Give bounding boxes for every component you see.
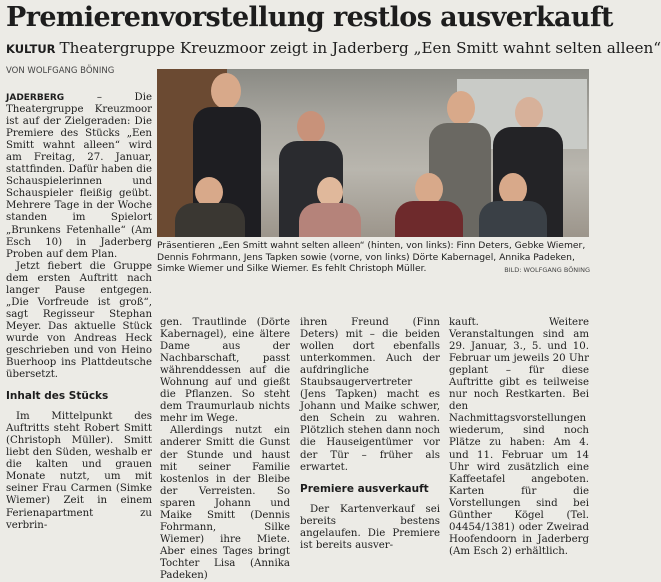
paragraph-intro: – Die Theatergruppe Kreuzmoor ist auf der Zielgeraden: Die Premiere des Stücks „Een Smitt wahnt alleen“ wird am Freitag, 27. Januar, stattfinden. Dafür haben die Schauspielerinnen und Schauspieler fleißig geübt. Mehrere Tage in der Woche standen im Spielort „Brunkens Fetenhalle“ (Am Esch 10) in Jaderberg Proben auf dem Plan.: [6, 92, 153, 260]
subheading-content: Inhalt des Stücks: [6, 390, 109, 403]
dateline: JADERBERG: [6, 93, 65, 103]
byline: VON WOLFGANG BÖNING: [6, 66, 115, 76]
photo-caption: Präsentieren „Een Smitt wahnt selten alleen“ (hinten, von links): Finn Deters, Gebke Wiemer, Dennis Fohrmann, Jens Tapken sowie (vorne, von links) Dörte Kabernagel, Annika Padeken, Simke Wiemer und Silke Wiemer. Es fehlt Christoph Müller.: [157, 240, 586, 275]
photo-person: [297, 177, 363, 237]
kicker-line: [6, 38, 661, 59]
article-column-2: [160, 317, 290, 582]
paragraph: Der Kartenverkauf sei bereits bestens angelaufen. Die Premiere ist bereits ausver-: [300, 503, 440, 551]
article-column-4: [449, 317, 589, 558]
subheadline: Theatergruppe Kreuzmoor zeigt in Jaderberg „Een Smitt wahnt selten alleen“: [59, 39, 661, 57]
paragraph: ihren Freund (Finn Deters) mit – die beiden wollen dort ebenfalls unterkommen. Auch der aufdringliche Staubsaugervertreter (Jens Tapken) macht es Johann und Maike schwer, den Schein zu wahren. Plötzlich stehen dann noch die Hauseigentümer vor der Tür – früher als erwartet.: [300, 317, 440, 473]
paragraph: Im Mittelpunkt des Auftritts steht Robert Smitt (Christoph Müller). Smitt liebt den Süden, weshalb er die kalten und grauen Monate nutzt, um mit seiner Frau Carmen (Simke Wiemer) Zeit in einem Ferienapartment zu verbrin-: [6, 411, 152, 531]
photo-person: [393, 173, 465, 237]
photo-credit: BILD: WOLFGANG BÖNING: [504, 266, 590, 274]
photo-person: [477, 173, 549, 237]
subheading-premiere: Premiere ausverkauft: [300, 482, 429, 495]
article-column-1: [6, 92, 152, 532]
section-label: KULTUR: [6, 42, 56, 56]
photo-person: [171, 177, 249, 237]
paragraph: gen. Trautlinde (Dörte Kabernagel), eine ältere Dame aus der Nachbarschaft, passt währenddessen auf die Wohnung auf und gießt die Pflanzen. So steht dem Traumurlaub nichts mehr im Wege.: [160, 317, 290, 425]
article-column-3: [300, 317, 440, 552]
group-photo: [157, 69, 589, 237]
paragraph: kauft. Weitere Veranstaltungen sind am 29. Januar, 3., 5. und 10. Februar um jeweils 20 Uhr geplant – für diese Auftritte gibt es teilweise nur noch Restkarten. Bei den Nachmittagsvorstellungen wiederum, sind noch Plätze zu haben: Am 4. und 11. Februar um 14 Uhr wird zusätzlich eine Kaffeetafel angeboten. Karten für die Vorstellungen sind bei Günther Kögel (Tel. 04454/1381) oder Zweirad Hoofendoorn in Jaderberg (Am Esch 2) erhältlich.: [449, 317, 589, 557]
paragraph: Allerdings nutzt ein anderer Smitt die Gunst der Stunde und haust mit seiner Familie kostenlos in der Bleibe der Verreisten. So sparen Johann und Maike Smitt (Dennis Fohrmann, Silke Wiemer) ihre Miete. Aber eines Tages bringt Tochter Lisa (Annika Padeken): [160, 425, 290, 581]
headline: Premierenvorstellung restlos ausverkauft: [6, 2, 613, 33]
paragraph: Jetzt fiebert die Gruppe dem ersten Auftritt nach langer Pause entgegen. „Die Vorfreude ist groß“, sagt Regisseur Stephan Meyer. Das aktuelle Stück wurde von Andreas Heck geschrieben und von Heino Buerhoop ins Plattdeutsche übersetzt.: [6, 260, 152, 381]
